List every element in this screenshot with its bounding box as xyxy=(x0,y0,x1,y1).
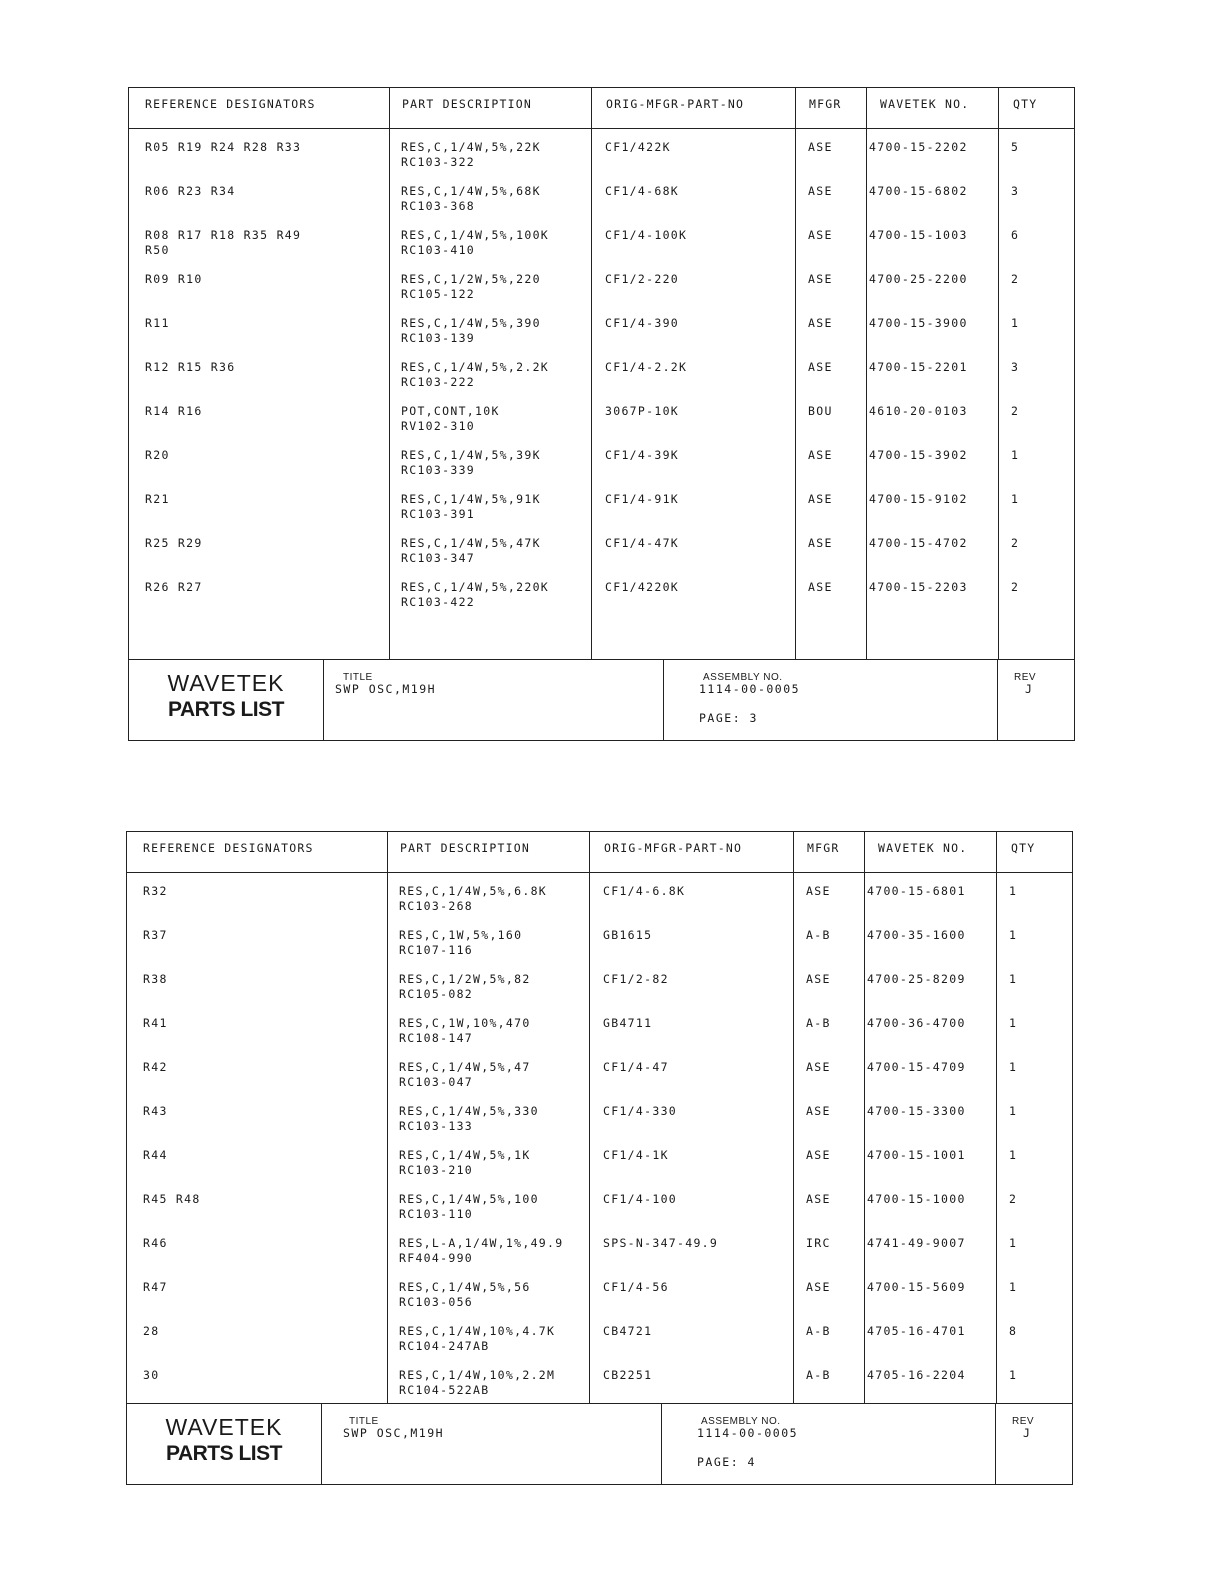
wavetek-no-cell: 4700-15-4702 xyxy=(869,536,968,550)
title-value: SWP OSC,M19H xyxy=(335,682,437,696)
assembly-value: 1114-00-0005 xyxy=(697,1426,799,1440)
wavetek-no-cell: 4610-20-0103 xyxy=(869,404,968,418)
wavetek-no-cell: 4700-15-4709 xyxy=(867,1060,966,1074)
qty-cell: 1 xyxy=(1009,972,1018,986)
part-description-cell: RES,C,1/4W,5%,2.2K RC103-222 xyxy=(401,360,550,389)
page-number: PAGE: 3 xyxy=(699,711,758,725)
ref-designators-cell: R47 xyxy=(143,1280,168,1294)
ref-designators-cell: R25 R29 xyxy=(145,536,203,550)
parts-list-label: PARTS LIST xyxy=(168,698,284,721)
part-description-cell: RES,C,1/4W,5%,47K RC103-347 xyxy=(401,536,541,565)
rev-label: REV xyxy=(1014,672,1037,683)
part-description-cell: RES,C,1/4W,10%,4.7K RC104-247AB xyxy=(399,1324,556,1353)
wavetek-no-cell: 4700-15-3900 xyxy=(869,316,968,330)
ref-designators-cell: R32 xyxy=(143,884,168,898)
ref-designators-cell: R41 xyxy=(143,1016,168,1030)
qty-cell: 1 xyxy=(1009,884,1018,898)
wavetek-no-cell: 4700-35-1600 xyxy=(867,928,966,942)
mfgr-cell: ASE xyxy=(806,1104,831,1118)
orig-part-no-cell: CB4721 xyxy=(603,1324,653,1338)
qty-cell: 2 xyxy=(1011,536,1020,550)
qty-cell: 2 xyxy=(1009,1192,1018,1206)
part-description-cell: RES,C,1/4W,5%,22K RC103-322 xyxy=(401,140,541,169)
orig-part-no-cell: GB1615 xyxy=(603,928,653,942)
wavetek-no-cell: 4700-15-2202 xyxy=(869,140,968,154)
ref-designators-cell: R05 R19 R24 R28 R33 xyxy=(145,140,302,154)
part-description-cell: RES,C,1/4W,5%,100K RC103-410 xyxy=(401,228,550,257)
part-description-cell: RES,C,1/4W,5%,390 RC103-139 xyxy=(401,316,541,345)
wavetek-no-cell: 4700-36-4700 xyxy=(867,1016,966,1030)
brand-name: WAVETEK xyxy=(165,1414,283,1440)
wavetek-no-cell: 4700-15-9102 xyxy=(869,492,968,506)
ref-designators-cell: R44 xyxy=(143,1148,168,1162)
table-header xyxy=(129,88,1074,129)
ref-designators-cell: R08 R17 R18 R35 R49 R50 xyxy=(145,228,302,257)
wavetek-no-cell: 4741-49-9007 xyxy=(867,1236,966,1250)
rev-value: J xyxy=(1025,682,1034,696)
mfgr-cell: ASE xyxy=(806,1192,831,1206)
assembly-label: ASSEMBLY NO. xyxy=(701,1416,781,1427)
table-row xyxy=(127,884,1072,928)
title-block xyxy=(127,1403,1072,1484)
part-description-cell: RES,C,1/4W,5%,68K RC103-368 xyxy=(401,184,541,213)
mfgr-cell: ASE xyxy=(808,228,833,242)
mfgr-cell: ASE xyxy=(808,448,833,462)
qty-cell: 2 xyxy=(1011,272,1020,286)
col-header-qty: QTY xyxy=(1011,841,1036,855)
part-description-cell: RES,C,1/4W,5%,330 RC103-133 xyxy=(399,1104,539,1133)
table-row xyxy=(129,404,1074,448)
part-description-cell: RES,C,1/2W,5%,82 RC105-082 xyxy=(399,972,531,1001)
qty-cell: 6 xyxy=(1011,228,1020,242)
parts-list-label: PARTS LIST xyxy=(166,1442,282,1465)
orig-part-no-cell: CF1/4220K xyxy=(605,580,680,594)
part-description-cell: RES,C,1W,5%,160 RC107-116 xyxy=(399,928,523,957)
parts-list-sheet-page-3 xyxy=(128,87,1075,741)
qty-cell: 5 xyxy=(1011,140,1020,154)
table-row xyxy=(129,448,1074,492)
col-header-orig-part: ORIG-MFGR-PART-NO xyxy=(606,97,745,111)
part-description-cell: RES,C,1/4W,5%,220K RC103-422 xyxy=(401,580,550,609)
wavetek-logo xyxy=(127,1404,321,1484)
col-header-orig-part: ORIG-MFGR-PART-NO xyxy=(604,841,743,855)
qty-cell: 1 xyxy=(1009,1060,1018,1074)
brand-name: WAVETEK xyxy=(167,670,285,696)
wavetek-no-cell: 4700-15-2201 xyxy=(869,360,968,374)
part-description-cell: RES,C,1/4W,10%,2.2M RC104-522AB xyxy=(399,1368,556,1397)
table-row xyxy=(127,928,1072,972)
table-row xyxy=(129,492,1074,536)
parts-list-sheet-page-4 xyxy=(126,831,1073,1485)
wavetek-no-cell: 4700-15-2203 xyxy=(869,580,968,594)
orig-part-no-cell: CF1/4-6.8K xyxy=(603,884,686,898)
col-header-description: PART DESCRIPTION xyxy=(402,97,532,111)
table-row xyxy=(127,1192,1072,1236)
ref-designators-cell: 30 xyxy=(143,1368,160,1382)
col-header-wavetek: WAVETEK NO. xyxy=(878,841,968,855)
orig-part-no-cell: CF1/4-2.2K xyxy=(605,360,688,374)
part-description-cell: RES,C,1/4W,5%,6.8K RC103-268 xyxy=(399,884,548,913)
part-description-cell: RES,C,1/2W,5%,220 RC105-122 xyxy=(401,272,541,301)
table-row xyxy=(127,1016,1072,1060)
orig-part-no-cell: 3067P-10K xyxy=(605,404,680,418)
ref-designators-cell: R42 xyxy=(143,1060,168,1074)
wavetek-no-cell: 4700-15-3902 xyxy=(869,448,968,462)
orig-part-no-cell: CF1/2-82 xyxy=(603,972,669,986)
qty-cell: 1 xyxy=(1009,1280,1018,1294)
col-header-mfgr: MFGR xyxy=(809,97,842,111)
table-row xyxy=(129,316,1074,360)
table-row xyxy=(127,1236,1072,1280)
col-header-wavetek: WAVETEK NO. xyxy=(880,97,970,111)
mfgr-cell: ASE xyxy=(808,360,833,374)
mfgr-cell: ASE xyxy=(806,972,831,986)
part-description-cell: RES,L-A,1/4W,1%,49.9 RF404-990 xyxy=(399,1236,564,1265)
orig-part-no-cell: CF1/4-100 xyxy=(603,1192,678,1206)
wavetek-no-cell: 4700-25-8209 xyxy=(867,972,966,986)
mfgr-cell: IRC xyxy=(806,1236,831,1250)
page-number: PAGE: 4 xyxy=(697,1455,756,1469)
ref-designators-cell: R45 R48 xyxy=(143,1192,201,1206)
wavetek-no-cell: 4705-16-4701 xyxy=(867,1324,966,1338)
orig-part-no-cell: CF1/4-56 xyxy=(603,1280,669,1294)
wavetek-no-cell: 4700-15-6802 xyxy=(869,184,968,198)
mfgr-cell: ASE xyxy=(808,184,833,198)
orig-part-no-cell: CF1/4-100K xyxy=(605,228,688,242)
orig-part-no-cell: CF1/4-47 xyxy=(603,1060,669,1074)
qty-cell: 2 xyxy=(1011,404,1020,418)
wavetek-no-cell: 4700-15-1003 xyxy=(869,228,968,242)
col-header-qty: QTY xyxy=(1013,97,1038,111)
table-row xyxy=(127,972,1072,1016)
ref-designators-cell: R09 R10 xyxy=(145,272,203,286)
qty-cell: 1 xyxy=(1009,1104,1018,1118)
orig-part-no-cell: CF1/4-47K xyxy=(605,536,680,550)
mfgr-cell: ASE xyxy=(808,536,833,550)
mfgr-cell: ASE xyxy=(808,140,833,154)
table-row xyxy=(127,1280,1072,1324)
qty-cell: 1 xyxy=(1011,492,1020,506)
part-description-cell: RES,C,1/4W,5%,1K RC103-210 xyxy=(399,1148,531,1177)
ref-designators-cell: R43 xyxy=(143,1104,168,1118)
rev-value: J xyxy=(1023,1426,1032,1440)
col-header-mfgr: MFGR xyxy=(807,841,840,855)
table-row xyxy=(129,360,1074,404)
part-description-cell: RES,C,1/4W,5%,39K RC103-339 xyxy=(401,448,541,477)
mfgr-cell: ASE xyxy=(808,580,833,594)
orig-part-no-cell: CF1/4-91K xyxy=(605,492,680,506)
orig-part-no-cell: CF1/422K xyxy=(605,140,671,154)
orig-part-no-cell: CF1/4-330 xyxy=(603,1104,678,1118)
wavetek-logo xyxy=(129,660,323,740)
ref-designators-cell: R26 R27 xyxy=(145,580,203,594)
qty-cell: 1 xyxy=(1009,1368,1018,1382)
col-header-description: PART DESCRIPTION xyxy=(400,841,530,855)
ref-designators-cell: R20 xyxy=(145,448,170,462)
mfgr-cell: ASE xyxy=(808,492,833,506)
table-row xyxy=(127,1104,1072,1148)
orig-part-no-cell: CF1/4-68K xyxy=(605,184,680,198)
title-label: TITLE xyxy=(349,1416,379,1427)
mfgr-cell: ASE xyxy=(806,884,831,898)
col-header-reference: REFERENCE DESIGNATORS xyxy=(143,841,314,855)
qty-cell: 8 xyxy=(1009,1324,1018,1338)
table-header xyxy=(127,832,1072,873)
qty-cell: 2 xyxy=(1011,580,1020,594)
ref-designators-cell: R46 xyxy=(143,1236,168,1250)
mfgr-cell: ASE xyxy=(806,1148,831,1162)
part-description-cell: POT,CONT,10K RV102-310 xyxy=(401,404,500,433)
table-row xyxy=(129,580,1074,624)
table-row xyxy=(129,228,1074,272)
orig-part-no-cell: CF1/4-39K xyxy=(605,448,680,462)
table-row xyxy=(127,1324,1072,1368)
table-row xyxy=(127,1148,1072,1192)
assembly-label: ASSEMBLY NO. xyxy=(703,672,783,683)
title-label: TITLE xyxy=(343,672,373,683)
ref-designators-cell: R14 R16 xyxy=(145,404,203,418)
mfgr-cell: ASE xyxy=(806,1280,831,1294)
mfgr-cell: A-B xyxy=(806,1368,831,1382)
mfgr-cell: A-B xyxy=(806,928,831,942)
mfgr-cell: ASE xyxy=(806,1060,831,1074)
assembly-value: 1114-00-0005 xyxy=(699,682,801,696)
mfgr-cell: BOU xyxy=(808,404,833,418)
ref-designators-cell: R06 R23 R34 xyxy=(145,184,236,198)
table-row xyxy=(127,1060,1072,1104)
wavetek-no-cell: 4700-15-3300 xyxy=(867,1104,966,1118)
orig-part-no-cell: GB4711 xyxy=(603,1016,653,1030)
part-description-cell: RES,C,1/4W,5%,100 RC103-110 xyxy=(399,1192,539,1221)
orig-part-no-cell: SPS-N-347-49.9 xyxy=(603,1236,719,1250)
part-description-cell: RES,C,1/4W,5%,91K RC103-391 xyxy=(401,492,541,521)
title-block xyxy=(129,659,1074,740)
ref-designators-cell: R21 xyxy=(145,492,170,506)
part-description-cell: RES,C,1W,10%,470 RC108-147 xyxy=(399,1016,531,1045)
wavetek-no-cell: 4700-15-6801 xyxy=(867,884,966,898)
table-row xyxy=(129,184,1074,228)
orig-part-no-cell: CF1/4-390 xyxy=(605,316,680,330)
wavetek-no-cell: 4700-15-1001 xyxy=(867,1148,966,1162)
ref-designators-cell: 28 xyxy=(143,1324,160,1338)
ref-designators-cell: R11 xyxy=(145,316,170,330)
wavetek-no-cell: 4700-15-1000 xyxy=(867,1192,966,1206)
mfgr-cell: A-B xyxy=(806,1016,831,1030)
ref-designators-cell: R38 xyxy=(143,972,168,986)
mfgr-cell: ASE xyxy=(808,272,833,286)
qty-cell: 1 xyxy=(1009,1236,1018,1250)
qty-cell: 1 xyxy=(1009,1148,1018,1162)
wavetek-no-cell: 4700-25-2200 xyxy=(869,272,968,286)
wavetek-no-cell: 4700-15-5609 xyxy=(867,1280,966,1294)
orig-part-no-cell: CF1/4-1K xyxy=(603,1148,669,1162)
wavetek-no-cell: 4705-16-2204 xyxy=(867,1368,966,1382)
qty-cell: 3 xyxy=(1011,360,1020,374)
mfgr-cell: A-B xyxy=(806,1324,831,1338)
orig-part-no-cell: CF1/2-220 xyxy=(605,272,680,286)
ref-designators-cell: R12 R15 R36 xyxy=(145,360,236,374)
part-description-cell: RES,C,1/4W,5%,47 RC103-047 xyxy=(399,1060,531,1089)
table-row xyxy=(129,140,1074,184)
part-description-cell: RES,C,1/4W,5%,56 RC103-056 xyxy=(399,1280,531,1309)
mfgr-cell: ASE xyxy=(808,316,833,330)
col-header-reference: REFERENCE DESIGNATORS xyxy=(145,97,316,111)
title-value: SWP OSC,M19H xyxy=(343,1426,445,1440)
orig-part-no-cell: CB2251 xyxy=(603,1368,653,1382)
qty-cell: 1 xyxy=(1009,928,1018,942)
ref-designators-cell: R37 xyxy=(143,928,168,942)
qty-cell: 3 xyxy=(1011,184,1020,198)
qty-cell: 1 xyxy=(1011,448,1020,462)
rev-label: REV xyxy=(1012,1416,1035,1427)
table-row xyxy=(129,536,1074,580)
table-row xyxy=(129,272,1074,316)
qty-cell: 1 xyxy=(1009,1016,1018,1030)
qty-cell: 1 xyxy=(1011,316,1020,330)
